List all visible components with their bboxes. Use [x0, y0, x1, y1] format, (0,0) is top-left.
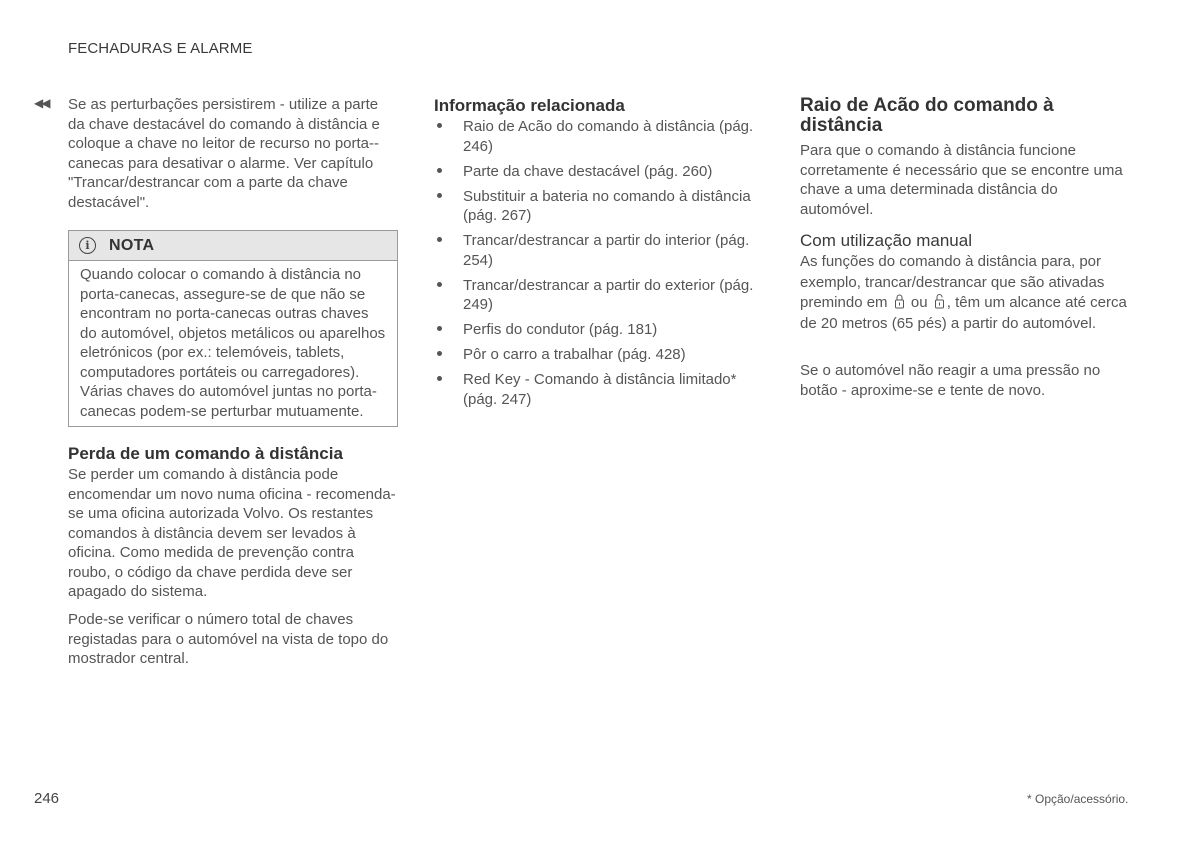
manual-use-heading: Com utilização manual [800, 231, 972, 250]
note-title: NOTA [109, 236, 155, 254]
range-intro-paragraph: Para que o comando à distância funcione corretamente é necessário que se encontre uma chave a uma determinada distância do automóvel. [800, 142, 1123, 218]
lost-remote-paragraph-1: Se perder um comando à distância pode encomendar um novo numa oficina - recomenda-se uma oficina autorizada Volvo. Os restantes comandos à distância devem ser levados à oficina. Como medida de prevenção contra roubo, o código da chave perdida deve ser apagado do sistema. [68, 466, 396, 600]
lost-remote-heading: Perda de um comando à distância [68, 444, 343, 463]
note-header [69, 231, 397, 261]
lock-closed-icon [894, 293, 905, 309]
section-title: Raio de Acão do comando à distância [800, 95, 1054, 136]
page-number: 246 [34, 790, 60, 807]
manual-use-paragraph [800, 252, 1130, 334]
intro-paragraph: Se as perturbações persistirem - utilize a parte da chave destacável do comando à distância e coloque a chave no leitor de recurso no porta--canecas para desativar o alarme. Ver capítulo "Trancar/destrancar com a parte da chave destacável". [68, 96, 380, 211]
manual-text-a: As funções do comando à distância para, por exemplo, trancar/destrancar que são ativadas premindo em [800, 253, 1105, 311]
lock-open-icon [934, 293, 945, 309]
page-header: FECHADURAS E ALARME [68, 40, 253, 57]
lost-remote-paragraph-2: Pode-se verificar o número total de chaves registadas para o automóvel na vista de topo do mostrador central. [68, 611, 389, 667]
related-link-item[interactable]: Pôr o carro a trabalhar (pág. 428) [434, 345, 764, 365]
related-links-list [434, 117, 764, 415]
related-info-heading: Informação relacionada [434, 96, 625, 115]
note-box [68, 230, 398, 427]
related-link-item[interactable]: Raio de Acão do comando à distância (pág. 246) [434, 117, 764, 156]
note-text: Quando colocar o comando à distância no porta-canecas, assegure-se de que não se encontram no porta-canecas outras chaves do automóvel, objetos metálicos ou aparelhos eletrónicos (por ex.: telemóveis, tablets, computadores portáteis ou carregadores). Várias chaves do automóvel juntas no porta-canecas podem-se perturbar mutuamente. [80, 266, 386, 420]
related-link-item[interactable]: Red Key - Comando à distância limitado* (pág. 247) [434, 370, 764, 409]
related-link-item[interactable]: Trancar/destrancar a partir do interior (pág. 254) [434, 231, 764, 270]
no-reaction-paragraph: Se o automóvel não reagir a uma pressão no botão - aproxime-se e tente de novo. [800, 362, 1101, 399]
footnote: * Opção/acessório. [1027, 792, 1129, 806]
manual-text-b: , têm um alcance até cerca de 20 metros (65 pés) a partir do automóvel. [800, 294, 1127, 332]
related-link-item[interactable]: Trancar/destrancar a partir do exterior (pág. 249) [434, 276, 764, 315]
related-link-item[interactable]: Substituir a bateria no comando à distância (pág. 267) [434, 187, 764, 226]
continuation-icon: ◀◀ [34, 96, 49, 110]
related-link-item[interactable]: Perfis do condutor (pág. 181) [434, 320, 764, 340]
related-link-item[interactable]: Parte da chave destacável (pág. 260) [434, 162, 764, 182]
manual-text-ou: ou [910, 294, 928, 311]
info-icon: i [79, 237, 96, 254]
